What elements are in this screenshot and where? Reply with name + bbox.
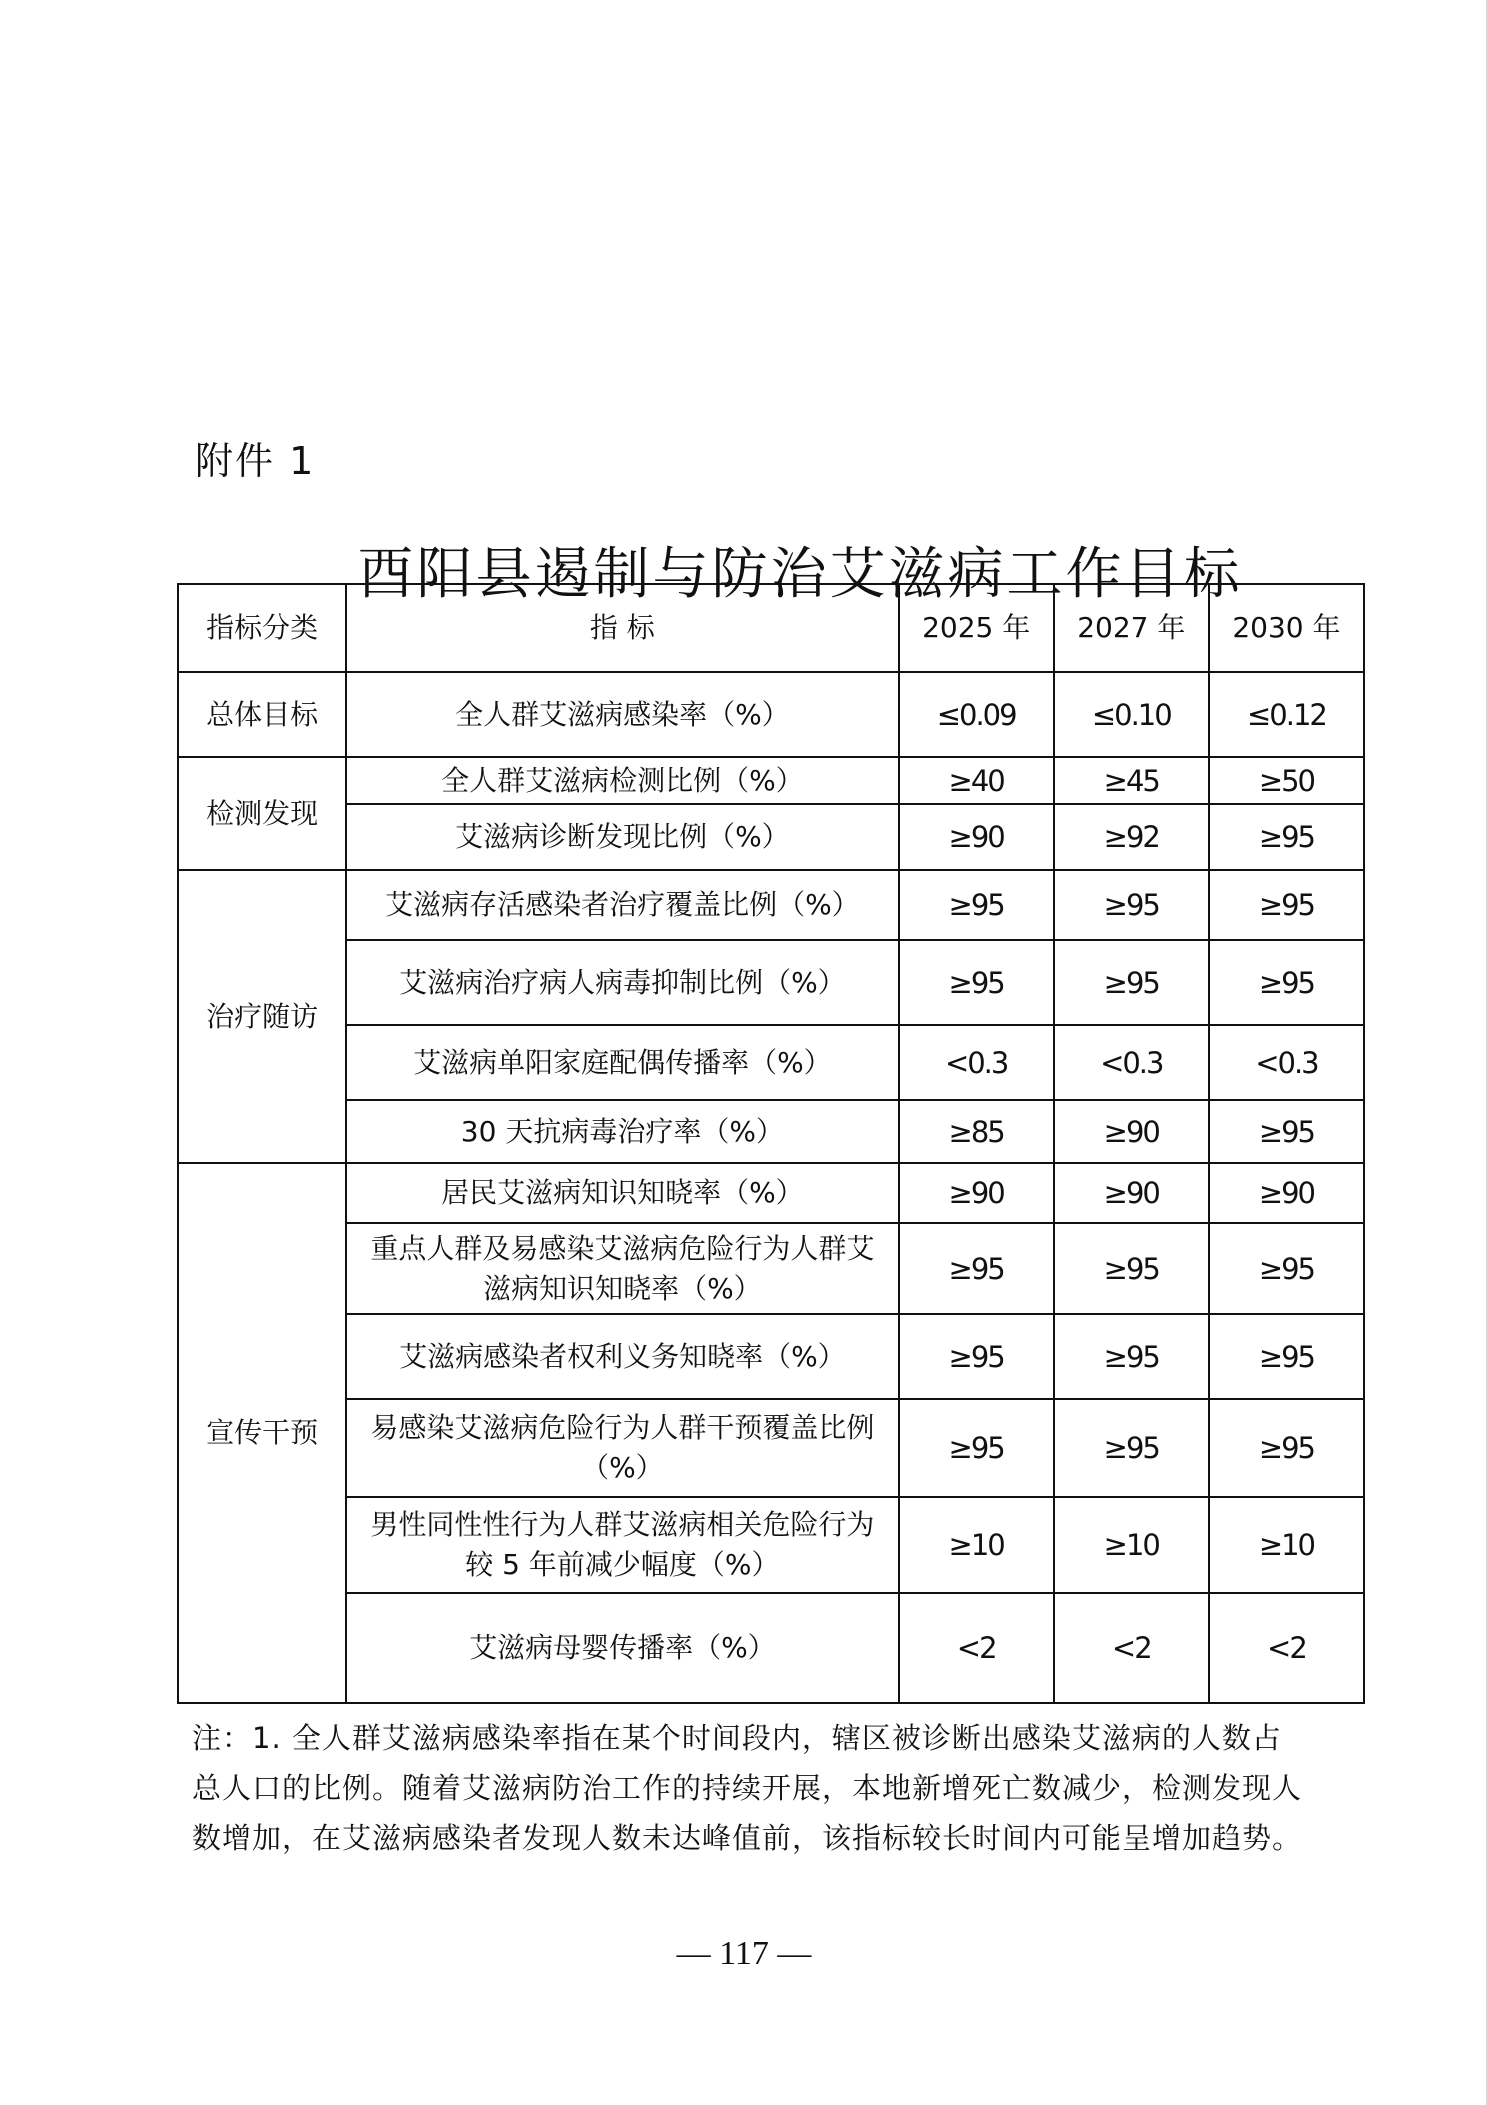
header-2030: 2030 年 [1209, 584, 1364, 672]
footnote-line: 总人口的比例。随着艾滋病防治工作的持续开展，本地新增死亡数减少，检测发现人 [192, 1771, 1303, 1805]
table-row [178, 672, 1364, 757]
indicator-cell: 居民艾滋病知识知晓率（%） [346, 1163, 898, 1223]
value-2027: ≥95 [1054, 1399, 1209, 1497]
value-2030: ≥90 [1209, 1163, 1364, 1223]
value-2027: <0.3 [1054, 1025, 1209, 1100]
value-2027: ≥10 [1054, 1497, 1209, 1593]
value-2025: <0.3 [899, 1025, 1054, 1100]
indicator-cell: 30 天抗病毒治疗率（%） [346, 1100, 898, 1163]
attachment-label: 附件 1 [195, 439, 316, 483]
indicator-cell: 重点人群及易感染艾滋病危险行为人群艾滋病知识知晓率（%） [346, 1223, 898, 1314]
table-row [178, 1497, 1364, 1593]
value-2027: ≥90 [1054, 1163, 1209, 1223]
value-2025: ≥90 [899, 804, 1054, 870]
value-2027: ≤0.10 [1054, 672, 1209, 757]
table-row [178, 940, 1364, 1025]
indicator-cell: 艾滋病存活感染者治疗覆盖比例（%） [346, 870, 898, 940]
indicator-cell: 艾滋病诊断发现比例（%） [346, 804, 898, 870]
value-2025: ≥95 [899, 1399, 1054, 1497]
value-2027: ≥45 [1054, 757, 1209, 804]
value-2025: ≤0.09 [899, 672, 1054, 757]
value-2025: ≥95 [899, 1314, 1054, 1399]
table-row [178, 1314, 1364, 1399]
indicator-cell: 全人群艾滋病检测比例（%） [346, 757, 898, 804]
value-2025: ≥40 [899, 757, 1054, 804]
value-2030: ≥95 [1209, 1100, 1364, 1163]
header-category: 指标分类 [178, 584, 346, 672]
indicator-cell: 全人群艾滋病感染率（%） [346, 672, 898, 757]
table-row [178, 804, 1364, 870]
value-2027: ≥92 [1054, 804, 1209, 870]
value-2025: ≥95 [899, 870, 1054, 940]
targets-table [177, 583, 1365, 1704]
table-row [178, 1223, 1364, 1314]
table-row [178, 1399, 1364, 1497]
value-2030: ≥95 [1209, 804, 1364, 870]
value-2027: ≥95 [1054, 870, 1209, 940]
header-2025: 2025 年 [899, 584, 1054, 672]
category-cell: 治疗随访 [178, 870, 346, 1163]
value-2025: ≥95 [899, 940, 1054, 1025]
header-indicator: 指 标 [346, 584, 898, 672]
value-2027: ≥95 [1054, 1314, 1209, 1399]
value-2027: <2 [1054, 1593, 1209, 1703]
value-2030: ≥95 [1209, 870, 1364, 940]
document-title: 酉阳县遏制与防治艾滋病工作目标 [357, 541, 1243, 607]
indicator-cell: 艾滋病感染者权利义务知晓率（%） [346, 1314, 898, 1399]
table-row [178, 870, 1364, 940]
footnote-line: 注：1. 全人群艾滋病感染率指在某个时间段内，辖区被诊断出感染艾滋病的人数占 [192, 1721, 1282, 1755]
value-2027: ≥90 [1054, 1100, 1209, 1163]
table-row [178, 757, 1364, 804]
value-2030: ≥95 [1209, 1223, 1364, 1314]
category-cell: 宣传干预 [178, 1163, 346, 1703]
value-2027: ≥95 [1054, 940, 1209, 1025]
value-2025: ≥95 [899, 1223, 1054, 1314]
footnote [192, 1713, 1322, 1863]
value-2030: ≥10 [1209, 1497, 1364, 1593]
value-2030: ≥95 [1209, 1399, 1364, 1497]
table-row [178, 1593, 1364, 1703]
category-cell: 总体目标 [178, 672, 346, 757]
indicator-cell: 易感染艾滋病危险行为人群干预覆盖比例（%） [346, 1399, 898, 1497]
table-row [178, 1100, 1364, 1163]
header-2027: 2027 年 [1054, 584, 1209, 672]
value-2030: ≥95 [1209, 940, 1364, 1025]
value-2025: ≥90 [899, 1163, 1054, 1223]
value-2025: <2 [899, 1593, 1054, 1703]
value-2025: ≥10 [899, 1497, 1054, 1593]
indicator-cell: 艾滋病单阳家庭配偶传播率（%） [346, 1025, 898, 1100]
footnote-line: 数增加，在艾滋病感染者发现人数未达峰值前，该指标较长时间内可能呈增加趋势。 [192, 1821, 1303, 1855]
table-header-row [178, 584, 1364, 672]
page-number: — 117 — [676, 1935, 812, 1972]
indicator-cell: 男性同性性行为人群艾滋病相关危险行为较 5 年前减少幅度（%） [346, 1497, 898, 1593]
indicator-cell: 艾滋病母婴传播率（%） [346, 1593, 898, 1703]
table-row [178, 1163, 1364, 1223]
value-2030: ≤0.12 [1209, 672, 1364, 757]
indicator-cell: 艾滋病治疗病人病毒抑制比例（%） [346, 940, 898, 1025]
value-2030: <2 [1209, 1593, 1364, 1703]
value-2025: ≥85 [899, 1100, 1054, 1163]
table-row [178, 1025, 1364, 1100]
value-2030: ≥50 [1209, 757, 1364, 804]
category-cell: 检测发现 [178, 757, 346, 870]
value-2030: ≥95 [1209, 1314, 1364, 1399]
value-2027: ≥95 [1054, 1223, 1209, 1314]
value-2030: <0.3 [1209, 1025, 1364, 1100]
